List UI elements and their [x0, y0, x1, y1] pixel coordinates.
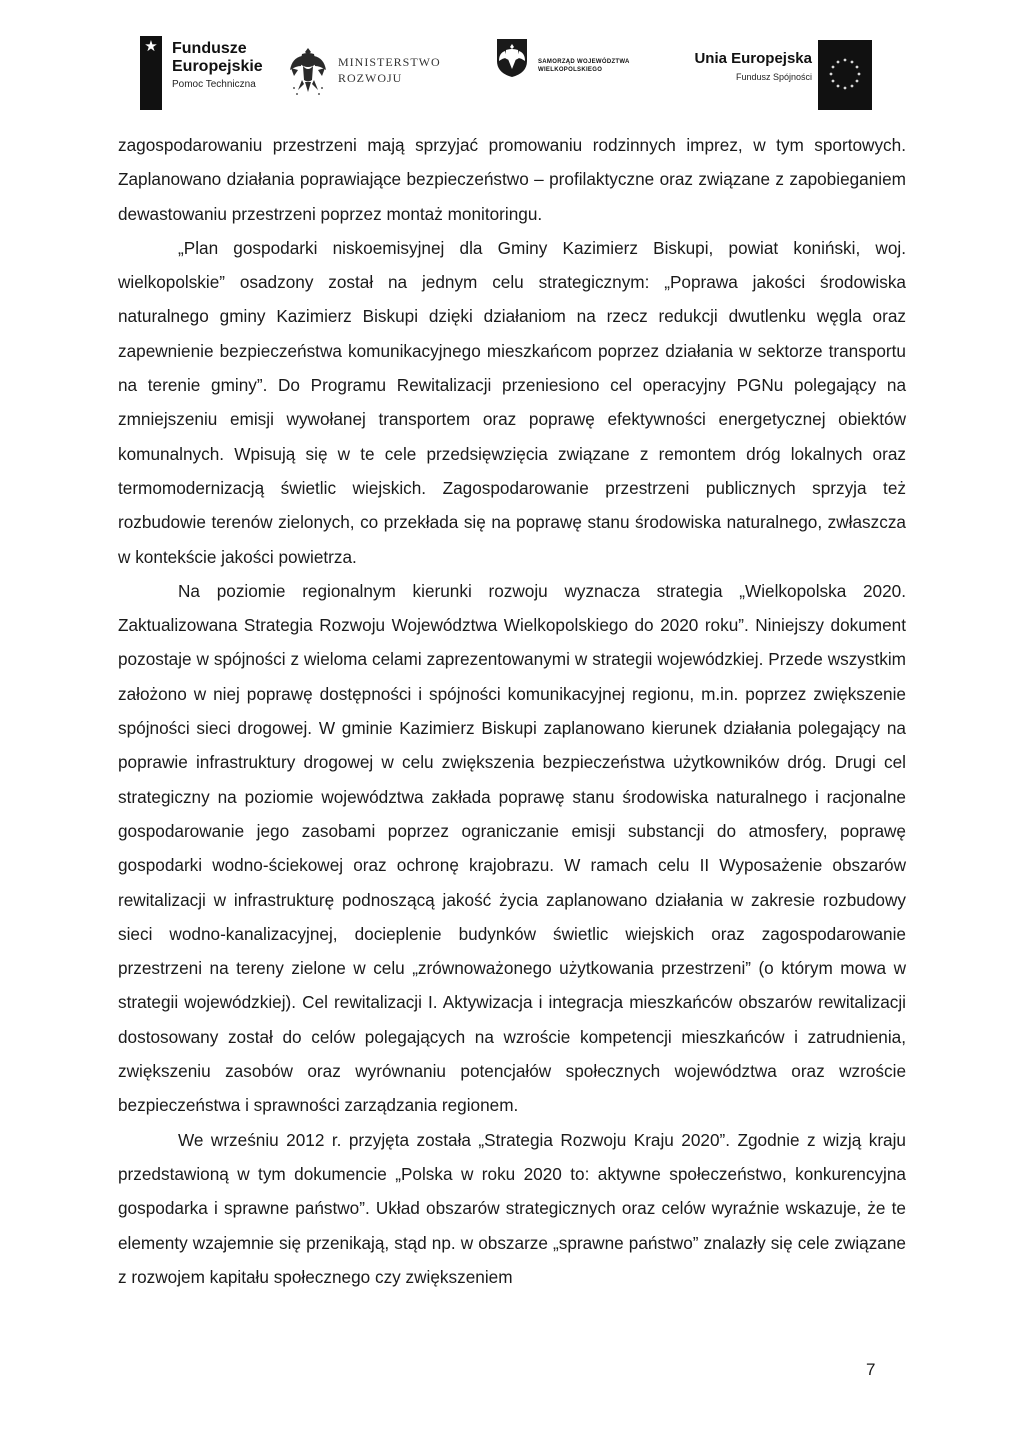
ministerstwo-rozwoju-logo: [288, 36, 441, 106]
unia-title: Unia Europejska: [694, 50, 812, 67]
ministerstwo-line2: ROZWOJU: [338, 71, 403, 85]
fundusze-subtitle: Pomoc Techniczna: [172, 79, 256, 90]
paragraph-4: We wrześniu 2012 r. przyjęta została „Strategia Rozwoju Kraju 2020”. Zgodnie z wizją kraju przedstawioną w tym dokumencie „Polska w roku 2020 to: aktywne społeczeństwo, konkurencyjna gospodarka i sprawne państwo”. Układ obszarów strategicznych oraz celów wyraźnie wskazuje, że te elementy wzajemnie się przenikają, stąd np. w obszarze „sprawne państwo” znalazły się cele związane z rozwojem kapitału społecznego czy zwiększeniem: [118, 1129, 906, 1287]
paragraph-1: zagospodarowaniu przestrzeni mają sprzyjać promowaniu rodzinnych imprez, w tym sportowych. Zaplanowano działania poprawiające bezpieczeństwo – profilaktyczne oraz związane z zapobieganiem dewastowaniu przestrzeni poprzez montaż monitoringu.: [118, 135, 906, 224]
samorzad-line2: WIELKOPOLSKIEGO: [538, 67, 603, 73]
paragraph-3: Na poziomie regionalnym kierunki rozwoju wyznacza strategia „Wielkopolska 2020. Zaktualizowana Strategia Rozwoju Województwa Wielkopolskiego do 2020 roku”. Niniejszy dokument pozostaje w spójności z wieloma celami zaprezentowanymi w strategii wojewódzkiej. Przede wszystkim założono w niej poprawę dostępności i spójności komunikacyjnej regionu, m.in. poprzez zwiększenie spójności sieci drogowej. W gminie Kazimierz Biskupi zaplanowano kierunek działania polegający na poprawie infrastruktury drogowej w celu zwiększenia bezpieczeństwa użytkowników dróg. Drugi cel strategiczny na poziomie województwa zakłada poprawę stanu środowiska naturalnego i racjonalne gospodarowanie jego zasobami poprzez ograniczanie emisji substancji do atmosfery, poprawę gospodarki wodno-ściekowej oraz ochronę krajobrazu. W ramach celu II Wyposażenie obszarów rewitalizacji w infrastrukturę podnoszącą jakość życia zaplanowano działania w zakresie rozbudowy sieci wodno-kanalizacyjnej, docieplenie budynków świetlic wiejskich oraz zagospodarowanie przestrzeni na tereny zielone w celu „zrównoważonego użytkowania przestrzeni” (o którym mowa w strategii wojewódzkiej). Cel rewitalizacji I. Aktywizacja i integracja mieszkańców obszarów rewitalizacji dostosowany został do celów polegających na wzroście kompetencji mieszkańców i zatrudnienia, zwiększeniu zasobów oraz wyrównaniu potencjałów społecznych województwa oraz wzroście bezpieczeństwa i sprawności zarządzania regionem.: [118, 580, 906, 1116]
header-logos: [128, 18, 868, 110]
fundusze-title-line2: Europejskie: [172, 58, 263, 75]
page-number: 7: [866, 1360, 876, 1379]
unia-europejska-logo: [678, 36, 868, 106]
eu-stars-icon: [818, 40, 872, 110]
polish-eagle-icon: [288, 42, 328, 98]
document-body: [118, 128, 906, 1294]
fundusze-title-line1: Fundusze: [172, 40, 247, 57]
ministerstwo-line1: MINISTERSTWO: [338, 55, 441, 69]
eu-flag-icon: [818, 40, 872, 110]
unia-subtitle: Fundusz Spójności: [735, 72, 812, 82]
samorzad-wojewodztwa-logo: [496, 36, 676, 106]
wielkopolska-crest-icon: [496, 38, 528, 78]
paragraph-2: „Plan gospodarki niskoemisyjnej dla Gminy Kazimierz Biskupi, powiat koniński, woj. wielkopolskie” osadzony został na jednym celu strategicznym: „Poprawa jakości środowiska naturalnego gminy Kazimierz Biskupi dzięki działaniom na rzecz redukcji dwutlenku węgla oraz zapewnienie bezpieczeństwa komunikacyjnego mieszkańcom poprzez działania w sektorze transportu na terenie gminy”. Do Programu Rewitalizacji przeniesiono cel operacyjny PGNu polegający na zmniejszeniu emisji wywołanej transportem oraz poprawę efektywności energetycznej obiektów komunalnych. Wpisują się w te cele przedsięwzięcia związane z remontem dróg lokalnych oraz termomodernizacją świetlic wiejskich. Zagospodarowanie przestrzeni publicznych sprzyja też rozbudowie terenów zielonych, co przekłada się na poprawę stanu środowiska naturalnego, zwłaszcza w kontekście jakości powietrza.: [118, 237, 906, 567]
fundusze-star-icon: ★: [140, 36, 162, 110]
samorzad-line1: SAMORZĄD WOJEWÓDZTWA: [538, 59, 630, 65]
